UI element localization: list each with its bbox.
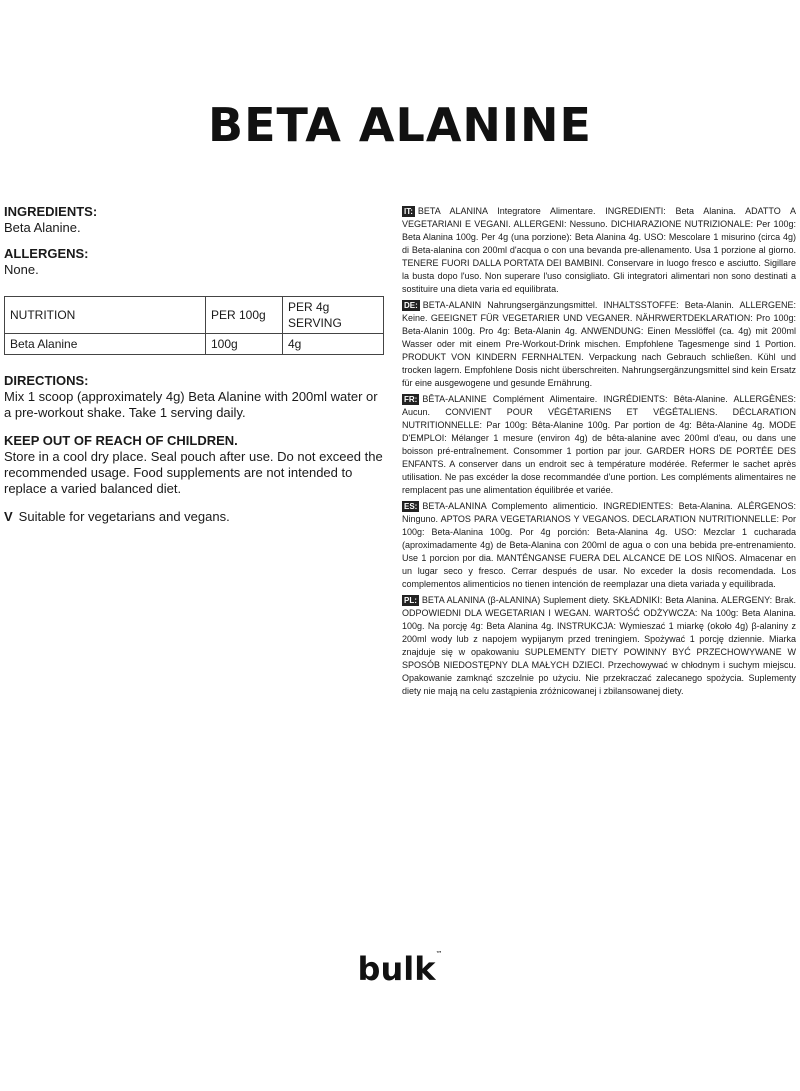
warning-block [4,433,388,497]
table-cell: 100g [206,334,283,355]
lang-fr [402,393,796,497]
table-header-cell: PER 4g SERVING [283,297,384,334]
vegan-note [4,509,388,525]
directions-heading: DIRECTIONS: [4,373,89,388]
english-panel [4,204,388,525]
lang-tag: PL: [404,596,417,605]
lang-text: BETA-ALANINA Complemento alimenticio. INGREDIENTES: Beta-Alanina. ALÉRGENOS: Ninguno. APTOS PARA VEGETARIANOS Y VEGANOS. DECLARATION NUTRITIONNELLE: Por 100g: Beta-Alanina 100g. Por 4g porción: Beta-Alanina 4g. USO: Mezclar 1 cucharada (aproximadamente 4g) de Beta-Alanina con 200ml de agua o con una bebida pre-entrenamiento. Use 1 porcion por dia. MANTÉNGANSE FUERA DEL ALCANCE DE LOS NIÑOS. Almacenar en un lugar seco y fresco. Cerrar después de usar. No exceder la dosis recomendada. Los complementos alimenticios no tienen intención de reemplazar una dieta variada y equilibrada. [402,501,796,589]
lang-text: BETA-ALANIN Nahrungsergänzungsmittel. INHALTSSTOFFE: Beta-Alanin. ALLERGENE: Keine. GEEIGNET FÜR VEGETARIER UND VEGANER. NÄHRWERTDEKLARATION: Pro 100g: Beta-Alanin 100g. Pro 4g: Beta-Alanin 4g. ANWENDUNG: Einen Messlöffel (ca. 4g) mit 200ml Wasser oder mit einem Pre-Workout-Drink mischen. Empfohlene Tagesmenge sind 1 Portion. PRODUKT VON KINDERN FERNHALTEN. Verpackung nach Gebrauch schließen. Kühl und trocken lagern. Empfohlene Dosis nicht überschreiten. Nahrungsergänzungsmittel sind kein Ersatz für eine ausgewogene und gesunde Ernährung. [402,300,796,388]
warning-heading: KEEP OUT OF REACH OF CHILDREN. [4,433,238,448]
lang-tag: FR: [404,395,418,404]
directions-block [4,373,388,421]
lang-tag: ES: [404,502,418,511]
allergens-block [4,246,388,278]
ingredients-text: Beta Alanine. [4,220,81,235]
brand-logo-text: bulk [357,950,436,988]
page-title: BETA ALANINE [208,98,592,152]
allergens-text: None. [4,262,39,277]
lang-text: BÊTA-ALANINE Complément Alimentaire. INGRÉDIENTS: Bêta-Alanine. ALLERGÈNES: Aucun. CONVIENT POUR VÉGÉTARIENS ET VÉGÉTALIENS. DÉCLARATION NUTRITIONNELLE: Par 100g: Bêta-Alanine 100g. Par portion de 4g: Bêta-Alanine 4g. MODE D'EMPLOI: Mélanger 1 mesure (environ 4g) de bêta-alanine avec 200ml d'eau, ou dans une boisson pré-entraînement. Consommer 1 portion par jour. GARDER HORS DE PORTÉE DES ENFANTS. A conserver dans un endroit sec à température modérée. Refermer le sachet après utilisation. Ne pas excéder la dose recommandée d'une portion. Les compléments alimentaires ne remplacent pas une alimentation équilibrée et variée. [402,394,796,495]
trademark-mark: ™ [435,950,443,958]
brand-logo [0,950,800,988]
table-header-cell: NUTRITION [5,297,206,334]
ingredients-heading: INGREDIENTS: [4,204,98,219]
lang-tag: DE: [404,301,418,310]
directions-text: Mix 1 scoop (approximately 4g) Beta Alanine with 200ml water or a pre-workout shake. Take 1 serving daily. [4,389,378,420]
table-header-row [5,297,384,334]
table-row [5,334,384,355]
nutrition-table [4,296,384,355]
lang-text: BETA ALANINA Integratore Alimentare. INGREDIENTI: Beta Alanina. ADATTO A VEGETARIANI E VEGANI. ALLERGENI: Nessuno. DICHIARAZIONE NUTRIZIONALE: Per 100g: Beta Alanina 100g. Per 4g (una porzione): Beta Alanina 4g. USO: Mescolare 1 misurino (circa 4g) di Beta-alanina con 200ml d'acqua o con una bevanda pre-allenamento. Usa 1 porzione al giorno. TENERE FUORI DALLA PORTATA DEI BAMBINI. Conservare in luogo fresco e asciutto. Sigillare la busta dopo l'uso. Non superare l'uso consigliato. Gli integratori alimentari non sono destinati a sostituire una dieta varia ed equilibrata. [402,206,796,294]
table-cell: 4g [283,334,384,355]
lang-de [402,299,796,390]
vegan-leaf-icon: V [4,509,13,524]
vegan-text: Suitable for vegetarians and vegans. [18,509,230,524]
lang-es [402,500,796,591]
lang-pl [402,594,796,698]
lang-tag: IT: [404,207,413,216]
translations-panel [402,205,796,701]
lang-text: BETA ALANINA (β-ALANINA) Suplement diety. SKŁADNIKI: Beta Alanina. ALERGENY: Brak. ODPOWIEDNI DLA WEGETARIAN I WEGAN. WARTOŚĆ ODŻYWCZA: Na 100g: Beta Alanina. 100g. Na porcję 4g: Beta Alanina 4g. INSTRUKCJA: Wymieszać 1 miarkę (około 4g) β-alaniny z 200ml wody lub z napojem wypijanym przed treningiem. Spożywać 1 porcję dziennie. Miarka znajduje się w opakowaniu SUPLEMENTY DIETY POWINNY BYĆ PRZECHOWYWANE W SPOSÓB NIEDOSTĘPNY DLA MAŁYCH DZIECI. Przechowywać w chłodnym i suchym miejscu. Opakowanie zamknąć szczelnie po użyciu. Nie przekraczać zalecanego spożycia. Suplementy diety nie mają na celu zastąpienia zróżnicowanej i zbilansowanej diety. [402,595,796,696]
allergens-heading: ALLERGENS: [4,246,89,261]
table-header-cell: PER 100g [206,297,283,334]
lang-it [402,205,796,296]
ingredients-block [4,204,388,236]
table-cell: Beta Alanine [5,334,206,355]
warning-text: Store in a cool dry place. Seal pouch after use. Do not exceed the recommended usage. Food supplements are not intended to replace a varied balanced diet. [4,449,383,496]
